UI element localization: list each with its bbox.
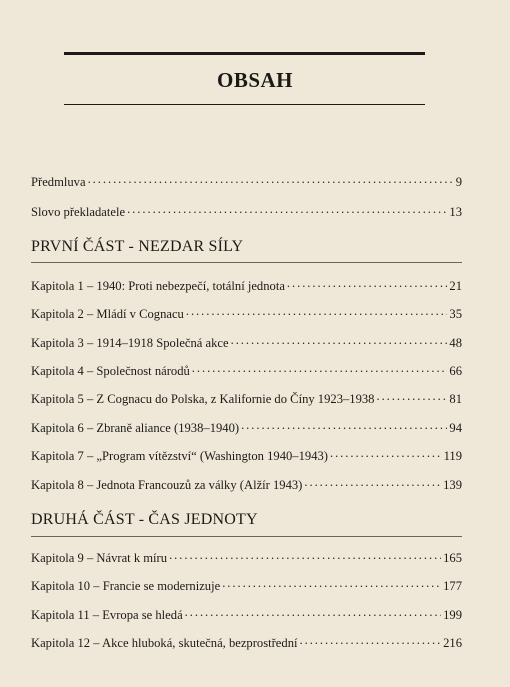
toc-entry-label: Slovo překladatele — [31, 204, 126, 219]
toc-entry-label: Kapitola 2 – Mládí v Cognacu — [31, 306, 184, 321]
leader-dots — [376, 390, 447, 403]
toc-entry — [31, 390, 462, 407]
toc-entry-label: Kapitola 4 – Společnost národů — [31, 363, 190, 378]
leader-dots — [241, 419, 447, 432]
toc-entry-page: 9 — [455, 174, 462, 189]
leader-dots — [185, 606, 441, 619]
toc-entry — [31, 549, 462, 566]
toc-entry-label: Kapitola 9 – Návrat k míru — [31, 550, 168, 565]
leader-dots — [300, 634, 442, 647]
toc-entry-page: 119 — [443, 448, 462, 463]
toc-entry-label: Kapitola 11 – Evropa se hledá — [31, 607, 183, 622]
part-heading: PRVNÍ ČÁST - NEZDAR SÍLY — [31, 238, 244, 255]
toc-entry-label: Kapitola 3 – 1914–1918 Společná akce — [31, 335, 229, 350]
toc-entry-page: 48 — [449, 335, 462, 350]
toc-entry — [31, 606, 462, 623]
toc-entry-page: 21 — [449, 278, 462, 293]
toc-entry-page: 94 — [449, 420, 462, 435]
toc-entry-label: Předmluva — [31, 174, 86, 189]
toc-entry — [31, 577, 462, 594]
leader-dots — [127, 203, 447, 216]
title-rule-bottom — [64, 104, 425, 105]
toc-entry-page: 35 — [449, 306, 462, 321]
leader-dots — [231, 334, 448, 347]
leader-dots — [186, 305, 448, 318]
part-heading: DRUHÁ ČÁST - ČAS JEDNOTY — [31, 511, 258, 528]
toc-entry — [31, 476, 462, 493]
toc-entry-label: Kapitola 8 – Jednota Francouzů za války (Alžír 1943) — [31, 477, 303, 492]
toc-entry-label: Kapitola 1 – 1940: Proti nebezpečí, totální jednota — [31, 278, 285, 293]
toc-entry-label: Kapitola 7 – „Program vítězství“ (Washington 1940–1943) — [31, 448, 328, 463]
toc-entry-page: 139 — [443, 477, 462, 492]
leader-dots — [330, 447, 442, 460]
part-divider — [31, 536, 462, 537]
toc-entry-page: 199 — [443, 607, 462, 622]
toc-entry — [31, 334, 462, 351]
leader-dots — [192, 362, 448, 375]
toc-entry-page: 165 — [443, 550, 462, 565]
toc-entry-label: Kapitola 6 – Zbraně aliance (1938–1940) — [31, 420, 240, 435]
toc-entry-page: 216 — [443, 635, 462, 650]
leader-dots — [169, 549, 441, 562]
toc-entry — [31, 173, 462, 190]
toc-entry-label: Kapitola 10 – Francie se modernizuje — [31, 578, 221, 593]
toc-entry — [31, 447, 462, 464]
toc-entry — [31, 305, 462, 322]
part-divider — [31, 262, 462, 263]
toc-entry-page: 66 — [449, 363, 462, 378]
toc-entry — [31, 362, 462, 379]
toc-entry-label: Kapitola 12 – Akce hluboká, skutečná, bezprostřední — [31, 635, 298, 650]
toc-entry-page: 177 — [443, 578, 462, 593]
toc-entry-label: Kapitola 5 – Z Cognacu do Polska, z Kalifornie do Číny 1923–1938 — [31, 391, 375, 406]
toc-entry — [31, 634, 462, 651]
toc-entry — [31, 277, 462, 294]
toc-entry-page: 13 — [449, 204, 462, 219]
title-rule-top — [64, 52, 425, 55]
toc-entry-page: 81 — [449, 391, 462, 406]
toc-entry — [31, 419, 462, 436]
leader-dots — [304, 476, 441, 489]
leader-dots — [287, 277, 447, 290]
leader-dots — [88, 173, 454, 186]
toc-entry — [31, 203, 462, 220]
page-title: OBSAH — [216, 68, 294, 92]
leader-dots — [222, 577, 441, 590]
